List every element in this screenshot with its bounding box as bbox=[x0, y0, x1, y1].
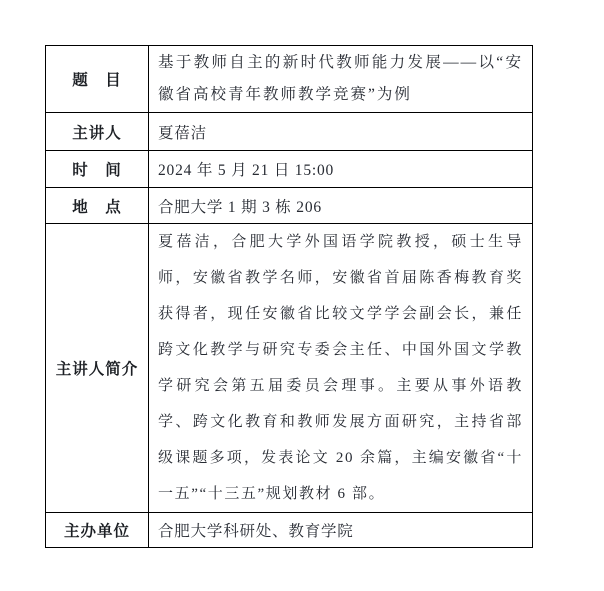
time-value: 2024 年 5 月 21 日 15:00 bbox=[158, 162, 335, 179]
host-value-cell bbox=[149, 513, 532, 547]
speaker-value-cell bbox=[149, 113, 532, 150]
title-label: 题 目 bbox=[46, 46, 149, 112]
table-row-time bbox=[46, 151, 532, 188]
speaker-bio-label: 主讲人简介 bbox=[46, 224, 149, 512]
place-value: 合肥大学 1 期 3 栋 206 bbox=[158, 198, 322, 216]
table-row-host bbox=[46, 513, 532, 547]
table-row-speaker bbox=[46, 113, 532, 151]
title-value: 基于教师自主的新时代教师能力发展——以“安徽省高校青年教师教学竞赛”为例 bbox=[158, 54, 523, 103]
table-row-speaker-bio bbox=[46, 224, 532, 513]
table-row-title bbox=[46, 46, 532, 113]
lecture-info-table bbox=[45, 45, 533, 548]
place-label: 地 点 bbox=[46, 188, 149, 223]
host-value: 合肥大学科研处、教育学院 bbox=[158, 523, 354, 540]
speaker-label: 主讲人 bbox=[46, 113, 149, 150]
place-value-cell bbox=[149, 188, 532, 223]
speaker-bio-value: 夏蓓洁，合肥大学外国语学院教授，硕士生导师，安徽省教学名师，安徽省首届陈香梅教育奖获得者，现任安徽省比较文学学会副会长，兼任跨文化教学与研究专委会主任、中国外国文学教学研究会第五届委员会理事。主要从事外语教学、跨文化教育和教师发展方面研究，主持省部级课题多项，发表论文 20 余篇，主编安徽省“十一五”“十三五”规划教材 6 部。 bbox=[158, 234, 523, 502]
title-value-cell bbox=[149, 46, 532, 112]
time-label: 时 间 bbox=[46, 151, 149, 187]
speaker-value: 夏蓓洁 bbox=[158, 124, 207, 142]
host-label: 主办单位 bbox=[46, 513, 149, 547]
table-row-place bbox=[46, 188, 532, 224]
speaker-bio-value-cell bbox=[149, 224, 532, 512]
time-value-cell bbox=[149, 151, 532, 187]
